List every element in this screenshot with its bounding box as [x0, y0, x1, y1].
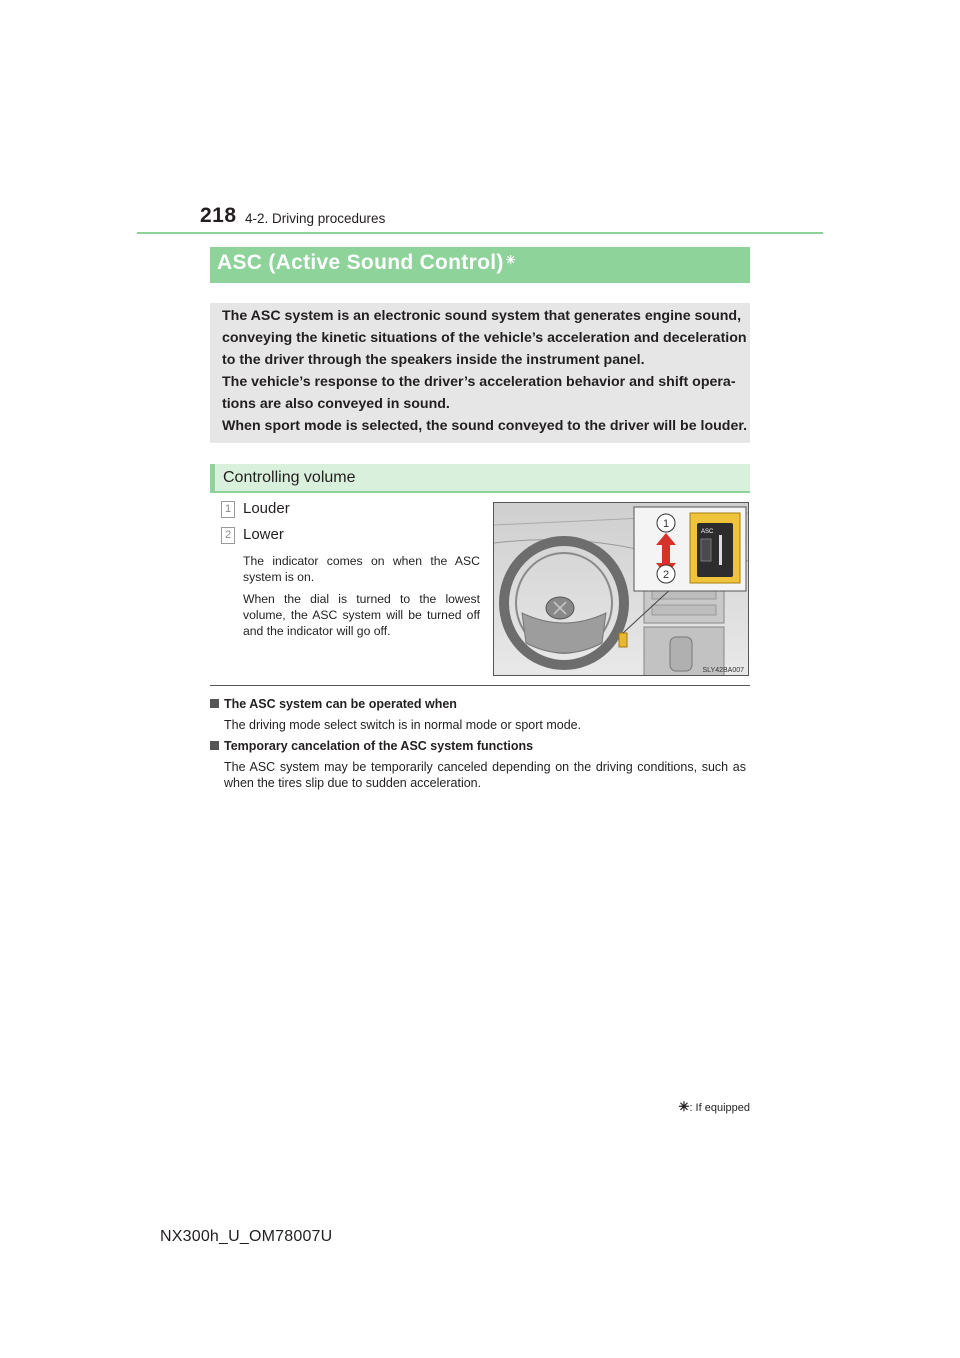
- item-badge-2: 2: [221, 527, 235, 544]
- note-lowest-volume: When the dial is turned to the lowest volume, the ASC system will be turned off and the indicator will go off.: [243, 592, 480, 638]
- figure-code: SLY42BA007: [702, 667, 744, 674]
- item-badge-1: 1: [221, 501, 235, 518]
- dashboard-drawing: [494, 503, 749, 676]
- bullet-heading-operation: The ASC system can be operated when: [210, 697, 457, 711]
- dashboard-illustration: [493, 502, 749, 676]
- subsection-title: Controlling volume: [223, 469, 356, 486]
- square-bullet-icon: [210, 699, 219, 708]
- bullet-body-operation: The driving mode select switch is in normal mode or sport mode.: [224, 718, 582, 732]
- footnote: ✳: If equipped: [678, 1099, 750, 1114]
- switch-label: ASC: [701, 529, 714, 535]
- document-code: NX300h_U_OM78007U: [160, 1228, 333, 1245]
- figure-rule: [210, 685, 750, 686]
- item-label-louder: Louder: [243, 500, 290, 517]
- square-bullet-icon: [210, 741, 219, 750]
- bullet-body-cancelation: The ASC system may be temporarily canceled depending on the driving conditions, such as when the tires slip due to sudden acceleration.: [224, 760, 746, 790]
- if-equipped-asterisk: ✳: [505, 253, 516, 267]
- asterisk-icon: ✳: [678, 1099, 690, 1114]
- header-rule: [137, 232, 823, 234]
- section-title-text: ASC (Active Sound Control): [217, 251, 504, 274]
- subsection-accent-bar: [210, 464, 215, 493]
- note-indicator: The indicator comes on when the ASC system is on.: [243, 554, 480, 584]
- inset-badge-2: 2: [662, 569, 670, 581]
- intro-line: The ASC system is an electronic sound system that generates engine sound,: [222, 308, 742, 324]
- intro-line: When sport mode is selected, the sound conveyed to the driver will be louder.: [222, 418, 748, 434]
- bullet-heading-cancelation: Temporary cancelation of the ASC system functions: [210, 739, 533, 753]
- intro-line: tions are also conveyed in sound.: [222, 396, 450, 412]
- intro-line: conveying the kinetic situations of the vehicle’s acceleration and deceleration: [222, 330, 747, 346]
- item-label-lower: Lower: [243, 526, 284, 543]
- intro-line: to the driver through the speakers inside the instrument panel.: [222, 352, 645, 368]
- section-title: [217, 251, 516, 275]
- page-number: 218: [200, 204, 237, 227]
- inset-badge-1: 1: [662, 518, 670, 530]
- chapter-title: 4-2. Driving procedures: [245, 211, 386, 226]
- intro-line: The vehicle’s response to the driver’s acceleration behavior and shift opera-: [222, 374, 736, 390]
